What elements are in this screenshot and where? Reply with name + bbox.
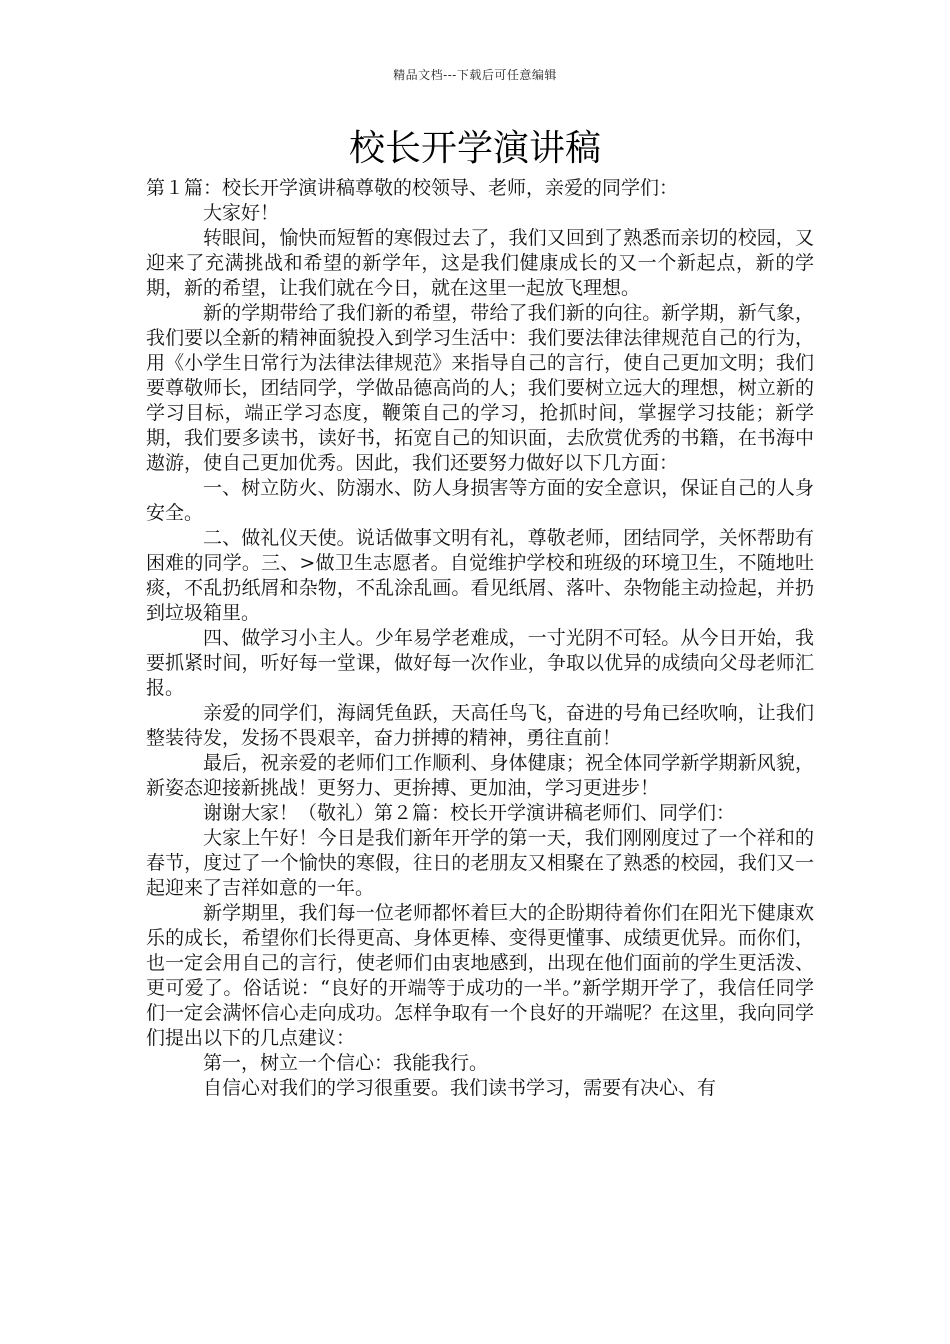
header-note: 精品文档---下载后可任意编辑 — [393, 68, 557, 82]
paragraph: 亲爱的同学们，海阔凭鱼跃，天高任鸟飞，奋进的号角已经吹响，让我们整装待发，发扬不畏艰辛，奋力拼搏的精神，勇往直前！ — [146, 702, 814, 749]
paragraph: 一、树立防火、防溺水、防人身损害等方面的安全意识，保证自己的人身安全。 — [146, 477, 814, 524]
paragraph: 四、做学习小主人。少年易学老难成，一寸光阴不可轻。从今日开始，我要抓紧时间，听好每一堂课，做好每一次作业，争取以优异的成绩向父母老师汇报。 — [146, 627, 814, 699]
paragraph: 大家上午好！今日是我们新年开学的第一天，我们刚刚度过了一个祥和的春节，度过了一个愉快的寒假，往日的老朋友又相聚在了熟悉的校园，我们又一起迎来了吉祥如意的一年。 — [146, 827, 814, 899]
paragraph: 最后，祝亲爱的老师们工作顺利、身体健康；祝全体同学新学期新风貌，新姿态迎接新挑战！更努力、更拚搏、更加油，学习更进步！ — [146, 752, 814, 799]
paragraph: 第一，树立一个信心：我能我行。 — [203, 1052, 489, 1074]
document-title: 校长开学演讲稿 — [348, 128, 601, 169]
paragraph: 第１篇：校长开学演讲稿尊敬的校领导、老师，亲爱的同学们： — [146, 177, 679, 199]
paragraph: 大家好！ — [203, 202, 280, 224]
paragraph: 二、做礼仪天使。说话做事文明有礼，尊敬老师，团结同学，关怀帮助有困难的同学。三、>做卫生志愿者。自觉维护学校和班级的环境卫生，不随地吐痰，不乱扔纸屑和杂物，不乱涂乱画。看见纸屑、落叶、杂物能主动捡起，并扔到垃圾箱里。 — [146, 527, 814, 624]
paragraph: 新学期里，我们每一位老师都怀着巨大的企盼期待着你们在阳光下健康欢乐的成长，希望你们长得更高、身体更棒、变得更懂事、成绩更优异。而你们，也一定会用自己的言行，使老师们由衷地感到，出现在他们面前的学生更活泼、更可爱了。俗话说：“良好的开端等于成功的一半。”新学期开学了，我信任同学们一定会满怀信心走向成功。怎样争取有一个良好的开端呢？在这里，我向同学们提出以下的几点建议： — [146, 902, 814, 1049]
paragraph: 转眼间，愉快而短暂的寒假过去了，我们又回到了熟悉而亲切的校园，又迎来了充满挑战和希望的新学年，这是我们健康成长的又一个新起点，新的学期，新的希望，让我们就在今日，就在这里一起放飞理想。 — [146, 227, 814, 299]
document-body — [146, 176, 814, 1101]
paragraph: 谢谢大家！（敬礼）第２篇：校长开学演讲稿老师们、同学们： — [203, 802, 736, 824]
paragraph: 自信心对我们的学习很重要。我们读书学习，需要有决心、有 — [203, 1077, 717, 1099]
paragraph: 新的学期带给了我们新的希望，带给了我们新的向往。新学期，新气象，我们要以全新的精神面貌投入到学习生活中：我们要法律法律规范自己的行为，用《小学生日常行为法律法律规范》来指导自己的言行，使自己更加文明；我们要尊敬师长，团结同学，学做品德高尚的人；我们要树立远大的理想，树立新的学习目标，端正学习态度，鞭策自己的学习，抢抓时间，掌握学习技能；新学期，我们要多读书，读好书，拓宽自己的知识面，去欣赏优秀的书籍，在书海中遨游，使自己更加优秀。因此，我们还要努力做好以下几方面： — [146, 302, 814, 474]
